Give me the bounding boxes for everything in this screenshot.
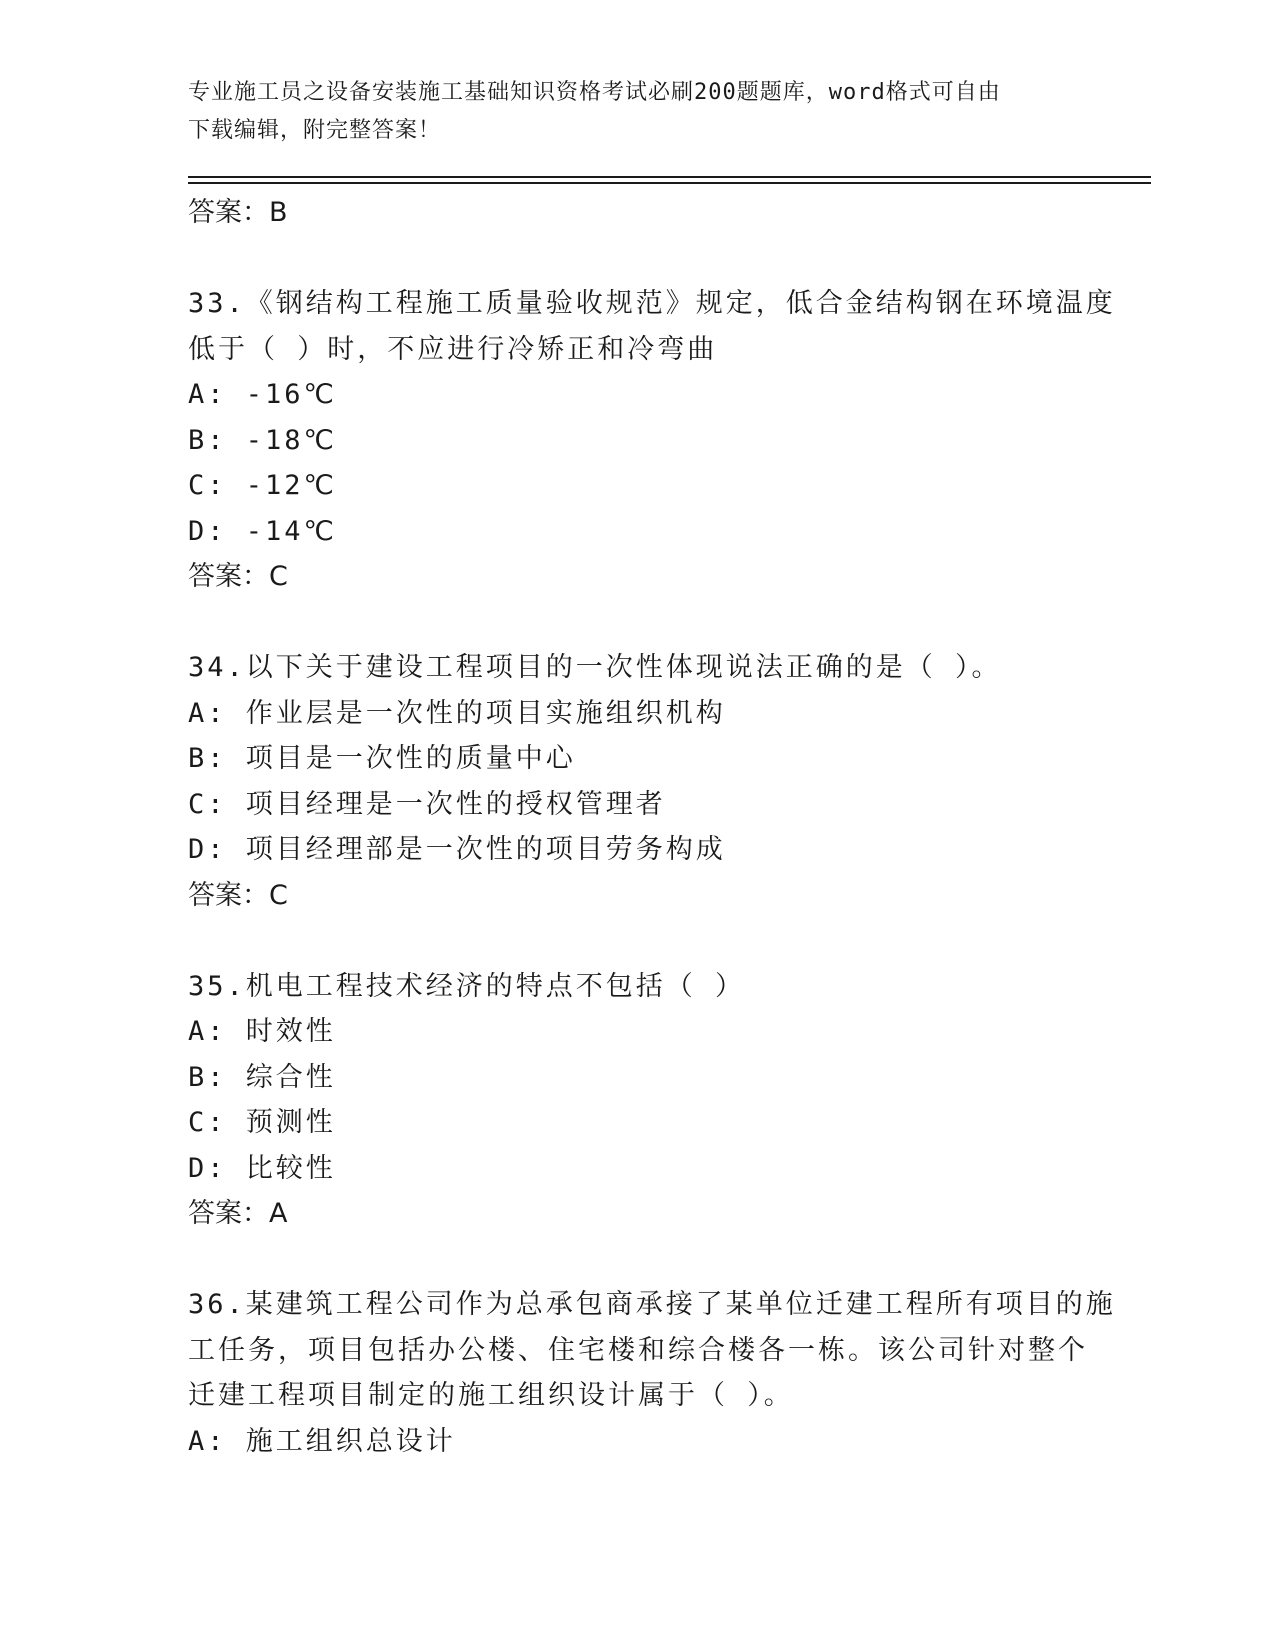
option-d: D: 项目经理部是一次性的项目劳务构成 bbox=[188, 834, 726, 865]
header-line-2: 下载编辑，附完整答案！ bbox=[188, 118, 442, 143]
answer-line: 答案：C bbox=[188, 561, 288, 592]
document-header bbox=[188, 74, 1088, 150]
spacer bbox=[188, 919, 1088, 964]
option-b: B: 项目是一次性的质量中心 bbox=[188, 743, 576, 774]
question-text: 工任务，项目包括办公楼、住宅楼和综合楼各一栋。该公司针对整个 bbox=[188, 1334, 1088, 1366]
option-a: A: 作业层是一次性的项目实施组织机构 bbox=[188, 697, 726, 729]
option-b: B: 综合性 bbox=[188, 1061, 336, 1093]
question-block bbox=[188, 1282, 1116, 1464]
question-text: 34.以下关于建设工程项目的一次性体现说法正确的是（ ）。 bbox=[188, 652, 1002, 683]
question-text: 36.某建筑工程公司作为总承包商承接了某单位迁建工程所有项目的施 bbox=[188, 1289, 1116, 1320]
question-block bbox=[188, 281, 1116, 600]
question-block bbox=[188, 645, 1088, 919]
answer-line: 答案：C bbox=[188, 879, 288, 911]
answer-line: 答案：B bbox=[188, 197, 288, 228]
spacer bbox=[188, 236, 1088, 281]
question-text: 33.《钢结构工程施工质量验收规范》规定，低合金结构钢在环境温度 bbox=[188, 288, 1116, 319]
option-c: C: -12℃ bbox=[188, 470, 337, 501]
question-text: 迁建工程项目制定的施工组织设计属于（ ）。 bbox=[188, 1380, 794, 1411]
option-d: D: -14℃ bbox=[188, 515, 337, 547]
option-c: C: 项目经理是一次性的授权管理者 bbox=[188, 788, 666, 820]
option-c: C: 预测性 bbox=[188, 1107, 336, 1138]
option-a: A: 施工组织总设计 bbox=[188, 1425, 456, 1457]
question-text: 低于（ ）时，不应进行冷矫正和冷弯曲 bbox=[188, 333, 718, 365]
answer-line: 答案：A bbox=[188, 1198, 288, 1229]
spacer bbox=[188, 600, 1088, 645]
option-d: D: 比较性 bbox=[188, 1152, 336, 1184]
header-divider-bottom bbox=[188, 182, 1151, 184]
question-list bbox=[188, 190, 1116, 1464]
spacer bbox=[188, 1237, 1088, 1282]
question-block bbox=[188, 964, 1088, 1238]
header-divider-top bbox=[188, 176, 1151, 178]
header-line-1: 专业施工员之设备安装施工基础知识资格考试必刷200题题库，word格式可自由 bbox=[188, 80, 1001, 105]
option-b: B: -18℃ bbox=[188, 424, 337, 456]
question-text: 35.机电工程技术经济的特点不包括（ ） bbox=[188, 970, 746, 1002]
option-a: A: 时效性 bbox=[188, 1016, 336, 1047]
option-a: A: -16℃ bbox=[188, 379, 337, 410]
